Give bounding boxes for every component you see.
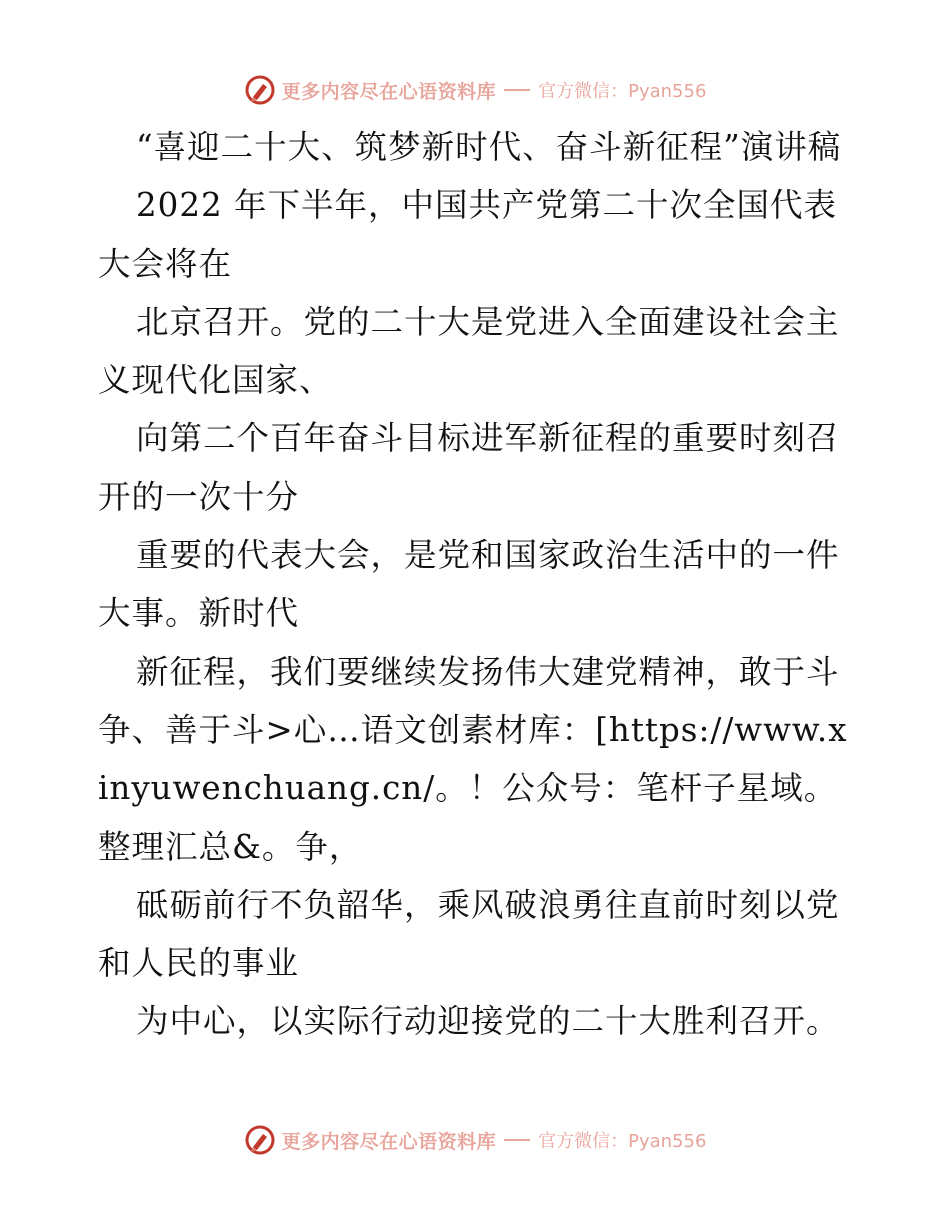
header-watermark	[0, 70, 950, 110]
watermark-main-text: 更多内容尽在心语资料库	[281, 80, 497, 103]
pen-logo-icon	[244, 1124, 276, 1156]
watermark-sub-text: 官方微信：Pyan556	[538, 81, 707, 102]
document-title: “喜迎二十大、筑梦新时代、奋斗新征程”演讲稿	[136, 128, 842, 166]
document-body	[98, 118, 854, 1051]
paragraph-1: 2022 年下半年，中国共产党第二十次全国代表大会将在	[98, 186, 838, 283]
paragraph-6: 砥砺前行不负韶华，乘风破浪勇往直前时刻以党和人民的事业	[98, 885, 840, 983]
watermark-dash	[504, 89, 530, 91]
paragraph-5: 新征程，我们要继续发扬伟大建党精神，敢于斗争、善于斗>心…语文创素材库：[https://www.xinyuwenchuang.cn/。！公众号：笔杆子星域。整理汇总&。争，	[98, 652, 848, 866]
footer-watermark	[0, 1120, 950, 1160]
paragraph-3: 向第二个百年奋斗目标进军新征程的重要时刻召开的一次十分	[98, 419, 840, 516]
watermark-main-text: 更多内容尽在心语资料库	[281, 1130, 497, 1153]
watermark-sub-text: 官方微信：Pyan556	[538, 1131, 707, 1152]
watermark-dash	[504, 1139, 530, 1141]
paragraph-7: 为中心，以实际行动迎接党的二十大胜利召开。	[136, 1002, 840, 1041]
paragraph-4: 重要的代表大会，是党和国家政治生活中的一件大事。新时代	[98, 536, 840, 633]
pen-logo-icon	[244, 74, 276, 106]
paragraph-2: 北京召开。党的二十大是党进入全面建设社会主义现代化国家、	[98, 302, 840, 400]
